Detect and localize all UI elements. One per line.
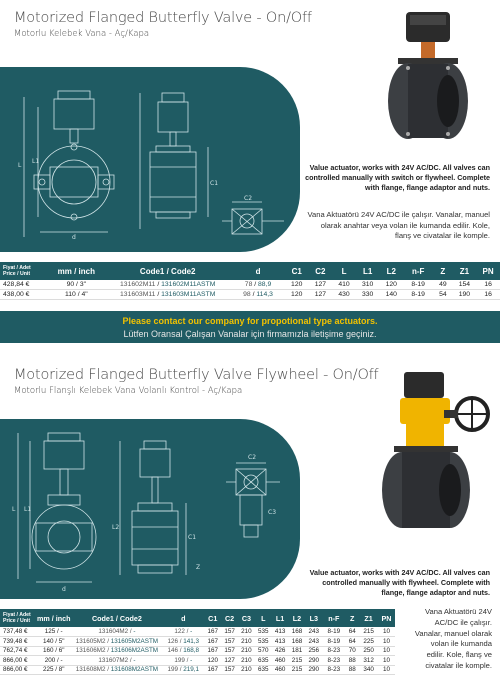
s1-front-flange: [38, 146, 110, 218]
s2-label-c2: C2: [248, 454, 257, 461]
col-l2: L2: [289, 609, 306, 627]
col-c2: C2: [221, 609, 238, 627]
col-c3: C3: [238, 609, 255, 627]
section1-description-tr: Vana Aktuatörü 24V AC/DC ile çalışır. Vanalar, manuel olarak anahtar veya volan ile kumanda edilir. Kole, flanş ve civatalar ile komple.: [307, 210, 490, 240]
table-row: 866,00 € 225 / 8" 131608M2 / 131608M2ASTM 199 / 219,1 167 157 210 635 460 215 290 8-23 88 340 10: [0, 665, 395, 675]
s2-label-c3: C3: [268, 509, 277, 516]
col-z1: Z1: [453, 262, 477, 280]
s2-label-l: L: [12, 506, 16, 513]
col-z1: Z1: [359, 609, 378, 627]
s2-side-actuator: [140, 449, 170, 477]
col-c2: C2: [309, 262, 333, 280]
s2-front-flange: [32, 505, 96, 569]
table-row: 737,48 € 125 / - 131604M2 / - 122 / - 167 157 210 535 413 168 243 8-19 64 215 10: [0, 627, 395, 637]
col-size: mm / inch: [48, 262, 104, 280]
col-l: L: [255, 609, 272, 627]
s1-label-d: d: [72, 234, 76, 241]
s1-label-l: L: [18, 162, 22, 169]
col-code: Code1 / Code2: [72, 609, 163, 627]
price-header: Fiyat / Adet Price / Unit: [0, 262, 48, 280]
s2-label-l2: L2: [112, 524, 120, 531]
col-l: L: [332, 262, 356, 280]
col-pn: PN: [476, 262, 500, 280]
s1-label-c1: C1: [210, 180, 219, 187]
section2-description-en: Value actuator, works with 24V AC/DC. All valves can controlled manually with flywheel. Complete with flange, flange adaptor and nuts.: [309, 568, 490, 597]
notice-text-tr: Lütfen Oransal Çalışan Vanalar için firmamızla iletişime geçiniz.: [123, 329, 377, 339]
section2-drawing-panel: [0, 419, 300, 599]
section1-subtitle: Motorlu Kelebek Vana - Aç/Kapa: [14, 29, 150, 39]
col-l1: L1: [272, 609, 289, 627]
section1-product-photo: [378, 6, 478, 156]
section2-title: Motorized Flanged Butterfly Valve Flywheel - On/Off: [14, 367, 379, 383]
table-header-row: [0, 609, 395, 627]
table-row: 438,00 € 110 / 4" 131603M11 / 131603M11ASTM 98 / 114,3 120 127 430 330 140 8-19 54 190 16: [0, 290, 500, 300]
table-row: 739,48 € 140 / 5" 131605M2 / 131605M2ASTM 126 / 141,3 167 157 210 535 413 168 243 8-19 64 225 10: [0, 637, 395, 647]
s2-front-actuator: [44, 441, 84, 469]
col-l2: L2: [379, 262, 403, 280]
col-d: d: [162, 609, 204, 627]
col-nf: n-F: [403, 262, 433, 280]
section2-spec-table: [0, 609, 395, 675]
s2-label-l1: L1: [24, 506, 32, 513]
col-l1: L1: [356, 262, 380, 280]
notice-text-en: Please contact our company for propotional type actuators.: [122, 316, 378, 326]
col-z: Z: [345, 609, 359, 627]
section2-technical-drawing: [0, 419, 300, 599]
s2-label-c1: C1: [188, 534, 197, 541]
section1-description-en: Value actuator, works with 24V AC/DC. All valves can controlled manually with switch or flywheel. Complete with flange, flange adaptor and nuts.: [305, 163, 490, 192]
s1-front-actuator: [54, 99, 94, 129]
price-header: Fiyat / Adet Price / Unit: [0, 609, 36, 627]
col-pn: PN: [378, 609, 395, 627]
section2-subtitle: Motorlu Flanşlı Kelebek Vana Volanlı Kontrol - Aç/Kapa: [14, 386, 243, 396]
s2-label-d: d: [62, 586, 66, 593]
section1-title: Motorized Flanged Butterfly Valve - On/Off: [14, 10, 312, 26]
col-code: Code1 / Code2: [104, 262, 231, 280]
table-row: 866,00 € 200 / - 131607M2 / - 199 / - 120 127 210 635 460 215 290 8-23 88 312 10: [0, 656, 395, 666]
col-z: Z: [433, 262, 452, 280]
proportional-actuator-notice: [0, 311, 500, 343]
table-header-row: [0, 262, 500, 280]
col-size: mm / inch: [36, 609, 72, 627]
col-c1: C1: [204, 609, 221, 627]
col-d: d: [231, 262, 285, 280]
section1-technical-drawing: [0, 67, 300, 252]
col-c1: C1: [285, 262, 309, 280]
col-nf: n-F: [322, 609, 345, 627]
s1-label-l1: L1: [32, 158, 40, 165]
s2-label-z: Z: [196, 564, 201, 571]
s1-side-actuator: [158, 102, 188, 132]
s1-label-c2: C2: [244, 195, 253, 202]
section1-spec-table: [0, 262, 500, 300]
section2-product-photo: [376, 366, 494, 541]
col-l3: L3: [305, 609, 322, 627]
table-row: 762,74 € 160 / 6" 131606M2 / 131606M2ASTM 146 / 168,8 167 157 210 570 426 181 256 8-23 70 250 10: [0, 646, 395, 656]
table-row: 428,84 € 90 / 3" 131602M11 / 131602M11ASTM 78 / 88,9 120 127 410 310 120 8-19 49 154 16: [0, 280, 500, 290]
section1-drawing-panel: [0, 67, 300, 252]
section2-description-tr: Vana Aktuatörü 24V AC/DC ile çalışır. Vanalar, manuel olarak volan ile kumanda edilir. Kole, flanş ve civatalar ile komple.: [414, 607, 492, 670]
